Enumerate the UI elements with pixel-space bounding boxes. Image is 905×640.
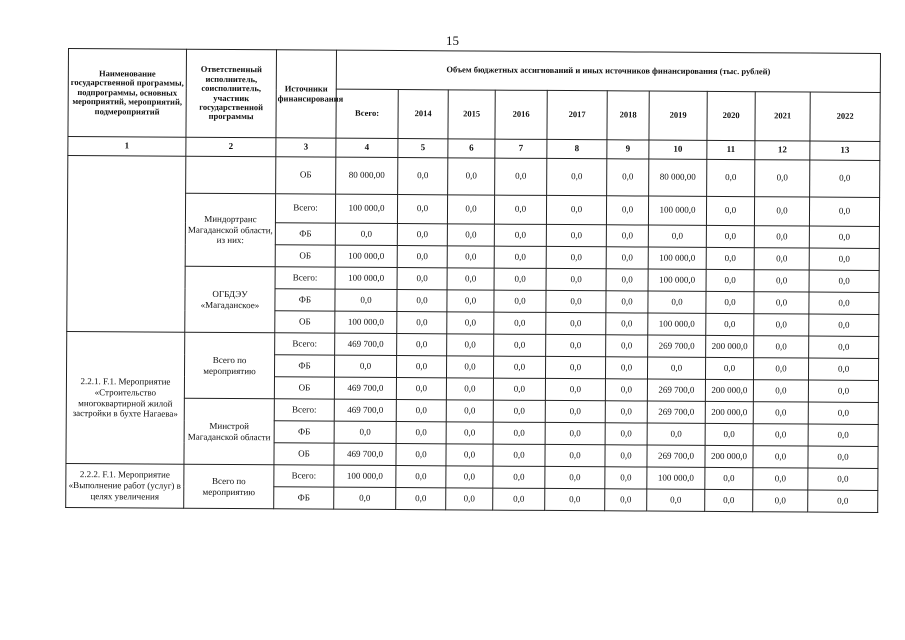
value-cell: 0,0 [334, 487, 396, 509]
value-cell: 0,0 [605, 379, 647, 401]
value-cell: 0,0 [809, 270, 879, 292]
value-cell: 0,0 [754, 197, 809, 226]
value-cell: 0,0 [397, 334, 447, 356]
value-cell: 0,0 [546, 334, 606, 356]
value-cell: 0,0 [707, 159, 755, 196]
value-cell: 0,0 [396, 378, 446, 400]
value-cell: 0,0 [606, 313, 648, 335]
table-row [68, 156, 880, 198]
value-cell: 0,0 [809, 314, 879, 336]
value-cell: 0,0 [809, 197, 879, 226]
responsible-cell: Всего по мероприятию [184, 464, 274, 509]
table-row [66, 397, 878, 424]
value-cell: 269 700,0 [647, 445, 705, 467]
value-cell: 0,0 [605, 445, 647, 467]
budget-table [65, 48, 881, 513]
value-cell: 100 000,0 [335, 194, 397, 223]
value-cell: 200 000,0 [705, 445, 753, 467]
column-number: 11 [707, 140, 755, 159]
value-cell: 0,0 [493, 378, 545, 400]
value-cell: 0,0 [546, 195, 606, 224]
value-cell: 0,0 [494, 268, 546, 290]
value-cell: 0,0 [605, 357, 647, 379]
value-cell: 0,0 [396, 488, 446, 510]
value-cell: 0,0 [546, 246, 606, 268]
column-number: 3 [276, 138, 336, 157]
value-cell: 0,0 [706, 313, 754, 335]
value-cell: 0,0 [545, 422, 605, 444]
source-cell: ОБ [274, 443, 334, 465]
value-cell: 0,0 [808, 490, 878, 512]
value-cell: 0,0 [606, 291, 648, 313]
value-cell: 0,0 [753, 358, 808, 380]
source-cell: ОБ [274, 377, 334, 399]
value-cell: 0,0 [545, 378, 605, 400]
value-cell: 0,0 [808, 402, 878, 424]
value-cell: 469 700,0 [334, 377, 396, 399]
value-cell: 0,0 [494, 290, 546, 312]
source-cell: ОБ [275, 311, 335, 333]
value-cell: 0,0 [810, 160, 880, 197]
value-cell: 0,0 [705, 423, 753, 445]
value-cell: 0,0 [808, 446, 878, 468]
header-budget-group: Объем бюджетных ассигнований и иных источников финансирования (тыс. рублей) [336, 50, 880, 92]
value-cell: 0,0 [606, 196, 648, 225]
value-cell: 0,0 [334, 421, 396, 443]
value-cell: 0,0 [754, 226, 809, 248]
column-number: 13 [810, 141, 880, 160]
value-cell: 0,0 [546, 268, 606, 290]
value-cell: 0,0 [754, 336, 809, 358]
value-cell: 0,0 [447, 312, 494, 334]
source-cell: Всего: [275, 267, 335, 289]
responsible-cell: Всего по мероприятию [184, 332, 274, 399]
source-cell: ОБ [276, 157, 336, 194]
value-cell: 0,0 [493, 356, 545, 378]
value-cell: 0,0 [809, 248, 879, 270]
value-cell: 0,0 [446, 378, 493, 400]
value-cell: 0,0 [605, 467, 647, 489]
value-cell: 100 000,0 [335, 245, 397, 267]
value-cell: 0,0 [705, 489, 753, 511]
table-row [66, 463, 878, 490]
value-cell: 0,0 [706, 247, 754, 269]
source-cell: ФБ [274, 487, 334, 509]
value-cell: 100 000,0 [334, 465, 396, 487]
responsible-cell: ОГБДЭУ «Магаданское» [185, 266, 275, 333]
value-cell: 100 000,0 [335, 311, 397, 333]
value-cell: 269 700,0 [647, 401, 705, 423]
header-year: 2019 [649, 91, 707, 140]
value-cell: 0,0 [446, 422, 493, 444]
column-number: 6 [448, 139, 495, 158]
value-cell: 0,0 [448, 158, 495, 195]
header-total: Всего: [336, 89, 398, 138]
value-cell: 0,0 [648, 225, 706, 247]
value-cell: 0,0 [446, 356, 493, 378]
source-cell: Всего: [274, 399, 334, 421]
responsible-cell: Миндортранс Магаданской области, из них: [185, 193, 275, 267]
source-cell: ФБ [274, 421, 334, 443]
value-cell: 200 000,0 [706, 335, 754, 357]
value-cell: 0,0 [398, 158, 448, 195]
value-cell: 80 000,00 [336, 157, 398, 194]
value-cell: 0,0 [606, 335, 648, 357]
value-cell: 0,0 [547, 158, 607, 195]
name-cell: 2.2.1. F.1. Мероприятие «Строительство многоквартирной жилой застройки в бухте Нагаева» [66, 331, 185, 464]
value-cell: 0,0 [494, 334, 546, 356]
value-cell: 469 700,0 [334, 399, 396, 421]
value-cell: 269 700,0 [647, 379, 705, 401]
column-number: 5 [398, 139, 448, 158]
value-cell: 0,0 [753, 424, 808, 446]
value-cell: 0,0 [396, 356, 446, 378]
value-cell: 100 000,0 [648, 196, 706, 225]
value-cell: 0,0 [493, 488, 545, 510]
column-number: 10 [649, 140, 707, 159]
header-year: 2022 [810, 92, 880, 141]
header-year: 2017 [547, 90, 607, 139]
column-number: 7 [495, 139, 547, 158]
value-cell: 0,0 [447, 334, 494, 356]
value-cell: 200 000,0 [705, 401, 753, 423]
value-cell: 0,0 [753, 402, 808, 424]
value-cell: 0,0 [397, 268, 447, 290]
value-cell: 0,0 [396, 422, 446, 444]
value-cell: 0,0 [753, 380, 808, 402]
header-year: 2020 [707, 91, 755, 140]
value-cell: 0,0 [753, 468, 808, 490]
value-cell: 0,0 [647, 489, 705, 511]
value-cell: 0,0 [446, 400, 493, 422]
source-cell: Всего: [274, 465, 334, 487]
value-cell: 0,0 [493, 466, 545, 488]
value-cell: 0,0 [647, 357, 705, 379]
column-number: 4 [336, 138, 398, 157]
source-cell: Всего: [275, 194, 335, 223]
value-cell: 0,0 [754, 248, 809, 270]
value-cell: 0,0 [606, 225, 648, 247]
value-cell: 0,0 [447, 290, 494, 312]
value-cell: 0,0 [493, 422, 545, 444]
source-cell: ФБ [275, 289, 335, 311]
value-cell: 0,0 [335, 289, 397, 311]
value-cell: 0,0 [545, 488, 605, 510]
column-number: 2 [186, 137, 276, 157]
value-cell: 0,0 [545, 466, 605, 488]
value-cell: 0,0 [447, 195, 494, 224]
header-year: 2016 [495, 90, 547, 139]
source-cell: Всего: [275, 333, 335, 355]
value-cell: 0,0 [808, 358, 878, 380]
value-cell: 0,0 [706, 196, 754, 225]
value-cell: 0,0 [545, 444, 605, 466]
name-cell: 2.2.2. F.1. Мероприятие «Выполнение работ (услуг) в целях увеличения [66, 463, 184, 508]
responsible-cell-empty [186, 156, 276, 194]
value-cell: 0,0 [755, 160, 810, 197]
value-cell: 0,0 [334, 355, 396, 377]
page-number: 15 [446, 33, 459, 48]
value-cell: 0,0 [397, 224, 447, 246]
header-row-1 [68, 49, 880, 93]
value-cell: 0,0 [447, 268, 494, 290]
value-cell: 0,0 [606, 269, 648, 291]
value-cell: 0,0 [753, 446, 808, 468]
value-cell: 0,0 [494, 246, 546, 268]
budget-table-wrapper [65, 48, 881, 513]
value-cell: 0,0 [493, 400, 545, 422]
value-cell: 0,0 [335, 223, 397, 245]
value-cell: 269 700,0 [648, 335, 706, 357]
table-row [67, 331, 879, 358]
value-cell: 0,0 [753, 490, 808, 512]
value-cell: 0,0 [396, 466, 446, 488]
value-cell: 0,0 [706, 291, 754, 313]
header-responsible: Ответственный исполнитель, соисполнитель, участник государственной программы [186, 49, 277, 138]
value-cell: 0,0 [809, 292, 879, 314]
value-cell: 0,0 [446, 466, 493, 488]
value-cell: 0,0 [605, 489, 647, 511]
value-cell: 100 000,0 [647, 467, 705, 489]
header-year: 2014 [398, 90, 448, 139]
value-cell: 0,0 [545, 400, 605, 422]
value-cell: 0,0 [396, 400, 446, 422]
value-cell: 0,0 [546, 312, 606, 334]
value-cell: 0,0 [397, 290, 447, 312]
value-cell: 469 700,0 [335, 333, 397, 355]
value-cell: 0,0 [706, 225, 754, 247]
header-year: 2018 [607, 91, 649, 140]
value-cell: 0,0 [396, 444, 446, 466]
column-number: 9 [607, 140, 649, 159]
value-cell: 0,0 [605, 423, 647, 445]
value-cell: 0,0 [546, 224, 606, 246]
value-cell: 100 000,0 [648, 313, 706, 335]
source-cell: ФБ [275, 223, 335, 245]
value-cell: 0,0 [494, 312, 546, 334]
value-cell: 0,0 [605, 401, 647, 423]
value-cell: 0,0 [706, 269, 754, 291]
value-cell: 0,0 [754, 270, 809, 292]
value-cell: 0,0 [808, 380, 878, 402]
value-cell: 0,0 [607, 159, 649, 196]
value-cell: 0,0 [494, 224, 546, 246]
value-cell: 0,0 [446, 444, 493, 466]
value-cell: 100 000,0 [648, 269, 706, 291]
value-cell: 0,0 [397, 246, 447, 268]
value-cell: 0,0 [495, 158, 547, 195]
value-cell: 0,0 [397, 195, 447, 224]
source-cell: ОБ [275, 245, 335, 267]
value-cell: 0,0 [494, 195, 546, 224]
value-cell: 0,0 [808, 468, 878, 490]
value-cell: 0,0 [545, 356, 605, 378]
value-cell: 0,0 [606, 247, 648, 269]
value-cell: 0,0 [754, 314, 809, 336]
value-cell: 0,0 [705, 467, 753, 489]
table-row [67, 193, 879, 227]
responsible-cell: Минстрой Магаданской области [184, 398, 274, 465]
value-cell: 100 000,0 [648, 247, 706, 269]
value-cell: 0,0 [647, 423, 705, 445]
value-cell: 469 700,0 [334, 443, 396, 465]
value-cell: 0,0 [754, 292, 809, 314]
value-cell: 100 000,0 [335, 267, 397, 289]
table-row [67, 265, 879, 292]
value-cell: 80 000,00 [649, 159, 707, 196]
value-cell: 0,0 [809, 226, 879, 248]
value-cell: 0,0 [397, 312, 447, 334]
value-cell: 200 000,0 [705, 379, 753, 401]
value-cell: 0,0 [808, 424, 878, 446]
header-year: 2021 [755, 92, 810, 141]
header-name: Наименование государственной программы, подпрограммы, основных мероприятий, мероприятий, подмероприятий [68, 49, 187, 138]
source-cell: ФБ [274, 355, 334, 377]
value-cell: 0,0 [493, 444, 545, 466]
value-cell: 0,0 [447, 246, 494, 268]
value-cell: 0,0 [447, 224, 494, 246]
name-cell-empty [67, 156, 186, 333]
column-number: 8 [547, 139, 607, 158]
value-cell: 0,0 [648, 291, 706, 313]
value-cell: 0,0 [809, 336, 879, 358]
value-cell: 0,0 [705, 357, 753, 379]
column-number: 1 [68, 137, 186, 157]
header-sources: Источники финансирования [276, 50, 337, 138]
value-cell: 0,0 [546, 290, 606, 312]
column-number: 12 [755, 141, 810, 160]
value-cell: 0,0 [446, 488, 493, 510]
header-year: 2015 [448, 90, 495, 139]
